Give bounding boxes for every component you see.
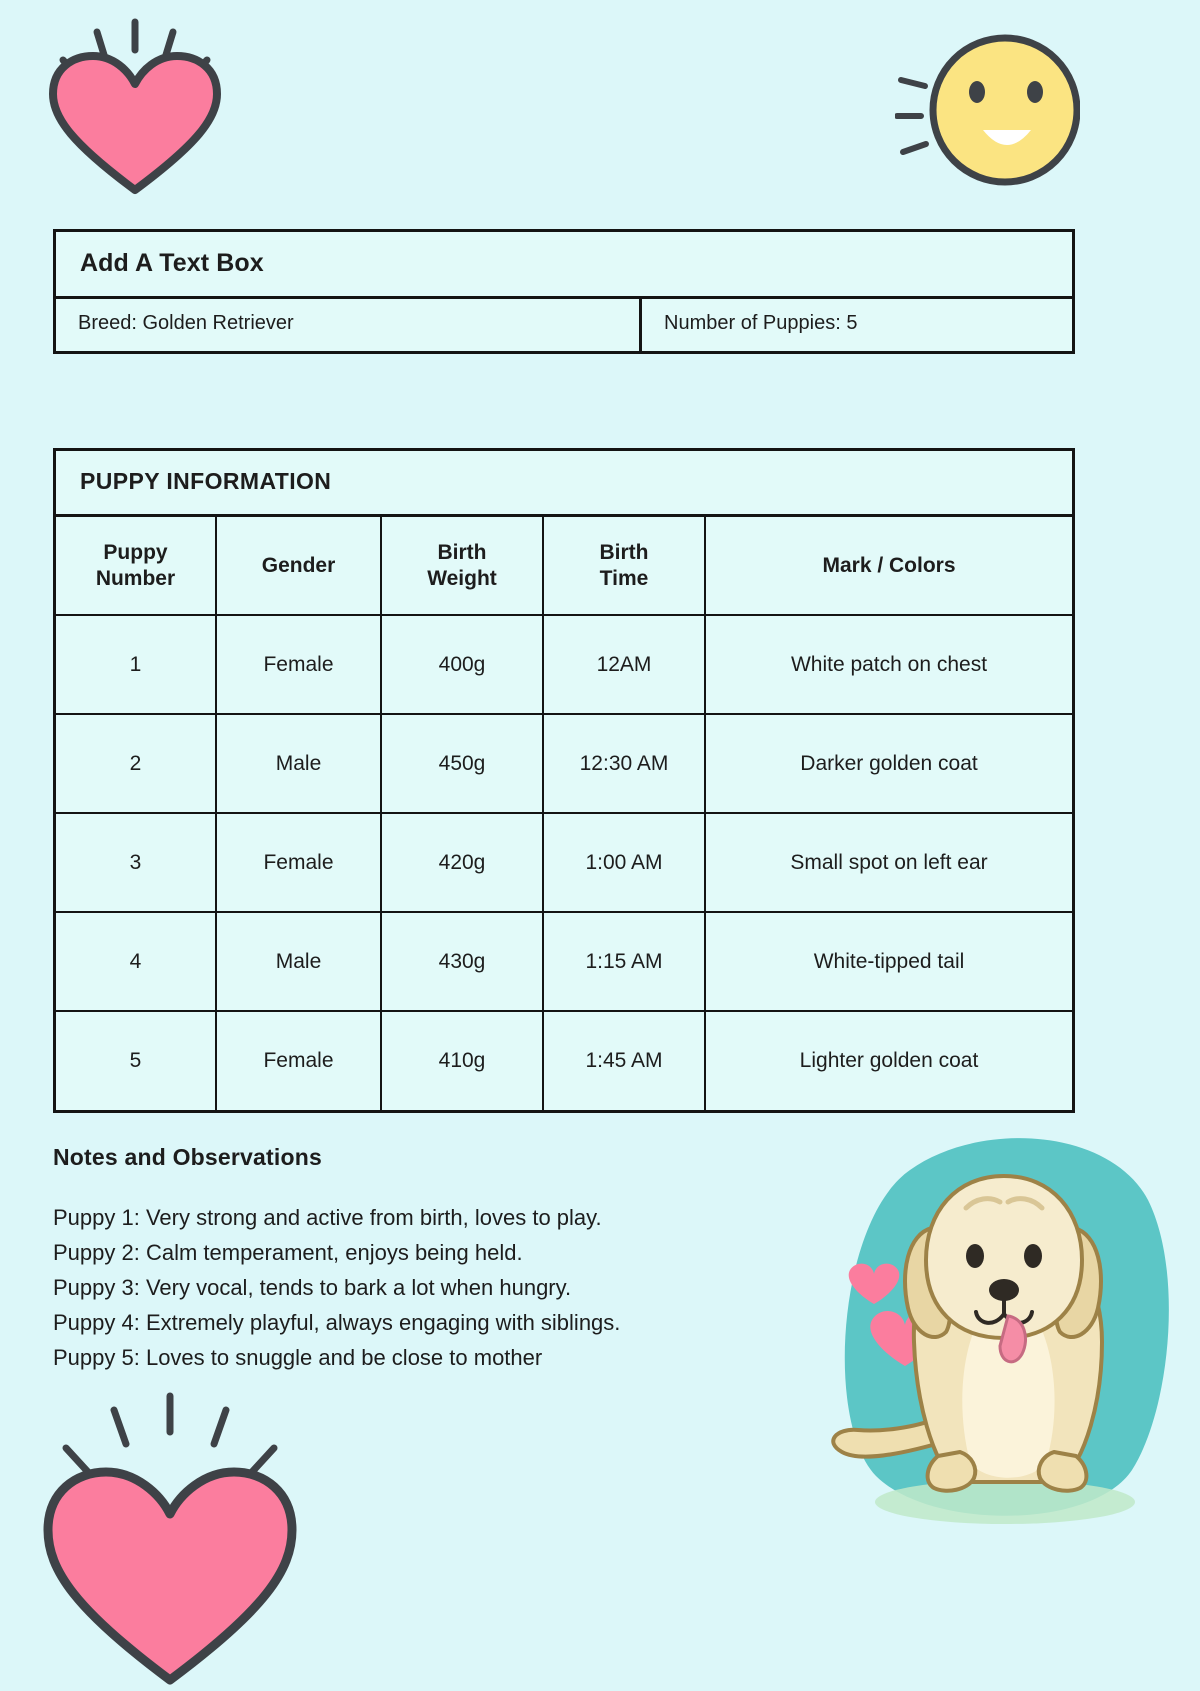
cell-mark-colors: White-tipped tail bbox=[705, 912, 1072, 1011]
table-row[interactable] bbox=[56, 714, 1072, 813]
cell-birth-time: 1:00 AM bbox=[543, 813, 705, 912]
note-line: Puppy 4: Extremely playful, always engaging with siblings. bbox=[53, 1310, 621, 1335]
cell-puppy-number: 4 bbox=[56, 912, 216, 1011]
text-box-title-row bbox=[56, 232, 1072, 299]
cell-gender: Male bbox=[216, 714, 381, 813]
cell-birth-weight: 420g bbox=[381, 813, 543, 912]
breed-field[interactable]: Breed: Golden Retriever bbox=[56, 299, 642, 351]
cell-birth-time: 12:30 AM bbox=[543, 714, 705, 813]
notes-title: Notes and Observations bbox=[53, 1144, 322, 1170]
table-row[interactable] bbox=[56, 912, 1072, 1011]
note-line: Puppy 2: Calm temperament, enjoys being held. bbox=[53, 1240, 523, 1265]
table-row[interactable] bbox=[56, 1011, 1072, 1110]
cell-puppy-number: 5 bbox=[56, 1011, 216, 1110]
text-box-title: Add A Text Box bbox=[80, 249, 264, 277]
cell-gender: Female bbox=[216, 1011, 381, 1110]
note-line: Puppy 3: Very vocal, tends to bark a lot when hungry. bbox=[53, 1275, 572, 1300]
cell-mark-colors: Small spot on left ear bbox=[705, 813, 1072, 912]
puppy-count-field[interactable]: Number of Puppies: 5 bbox=[664, 312, 858, 334]
notes-and-observations-section bbox=[53, 1144, 813, 1375]
golden-retriever-puppy-illustration bbox=[780, 1110, 1180, 1530]
cell-birth-weight: 400g bbox=[381, 615, 543, 714]
cell-mark-colors: White patch on chest bbox=[705, 615, 1072, 714]
heart-icon bbox=[30, 1390, 310, 1690]
cell-gender: Male bbox=[216, 912, 381, 1011]
puppy-information-caption: PUPPY INFORMATION bbox=[56, 451, 1072, 517]
puppy-information-table bbox=[56, 517, 1072, 1110]
column-header-puppy-number: Puppy Number bbox=[56, 517, 216, 615]
table-row[interactable] bbox=[56, 615, 1072, 714]
table-header-row bbox=[56, 517, 1072, 615]
column-header-birth-time: Birth Time bbox=[543, 517, 705, 615]
notes-body[interactable] bbox=[53, 1200, 813, 1375]
cell-mark-colors: Lighter golden coat bbox=[705, 1011, 1072, 1110]
cell-gender: Female bbox=[216, 813, 381, 912]
heart-icon bbox=[35, 18, 235, 203]
cell-birth-weight: 410g bbox=[381, 1011, 543, 1110]
cell-birth-weight: 450g bbox=[381, 714, 543, 813]
cell-birth-time: 12AM bbox=[543, 615, 705, 714]
cell-gender: Female bbox=[216, 615, 381, 714]
cell-puppy-number: 1 bbox=[56, 615, 216, 714]
text-box-fields bbox=[56, 299, 1072, 351]
cell-birth-time: 1:15 AM bbox=[543, 912, 705, 1011]
cell-birth-weight: 430g bbox=[381, 912, 543, 1011]
puppy-information-panel bbox=[53, 448, 1075, 1113]
column-header-mark-colors: Mark / Colors bbox=[705, 517, 1072, 615]
cell-mark-colors: Darker golden coat bbox=[705, 714, 1072, 813]
cell-birth-time: 1:45 AM bbox=[543, 1011, 705, 1110]
note-line: Puppy 5: Loves to snuggle and be close to mother bbox=[53, 1345, 543, 1370]
sun-smiley-icon bbox=[895, 18, 1080, 198]
note-line: Puppy 1: Very strong and active from birth, loves to play. bbox=[53, 1205, 602, 1230]
cell-puppy-number: 3 bbox=[56, 813, 216, 912]
text-box-panel bbox=[53, 229, 1075, 354]
column-header-gender: Gender bbox=[216, 517, 381, 615]
cell-puppy-number: 2 bbox=[56, 714, 216, 813]
column-header-birth-weight: Birth Weight bbox=[381, 517, 543, 615]
table-row[interactable] bbox=[56, 813, 1072, 912]
